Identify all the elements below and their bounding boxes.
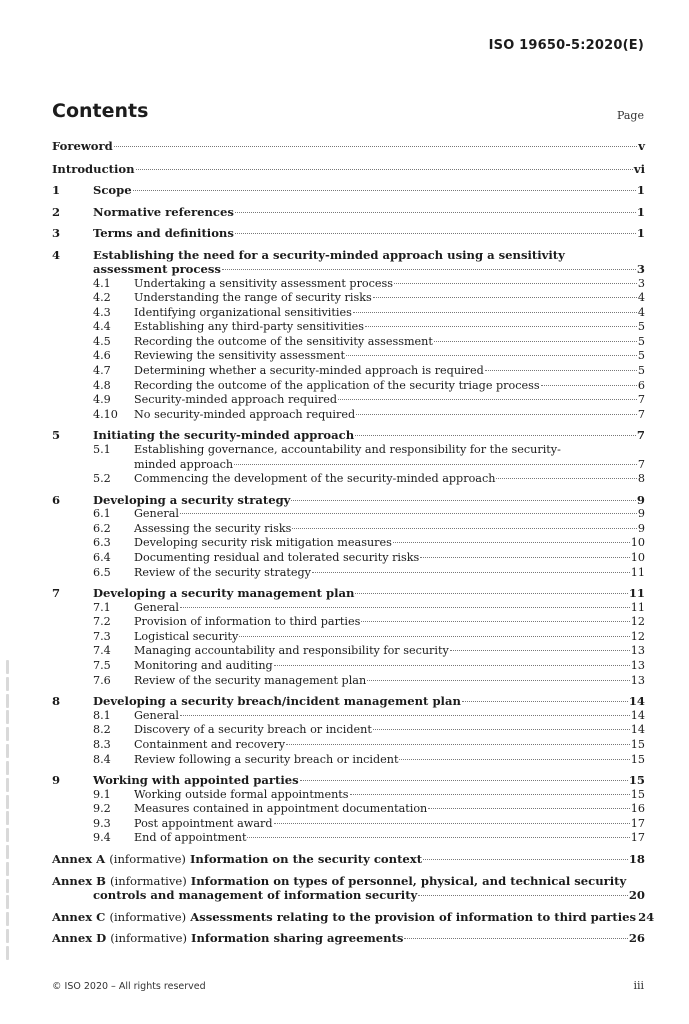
toc-title: Information on the security context xyxy=(190,852,423,866)
toc-title: Commencing the development of the security-minded approach xyxy=(134,472,496,486)
annex-label: Annex A xyxy=(52,852,106,866)
annex-kind: (informative) xyxy=(110,931,187,945)
section-5-subentries xyxy=(52,443,645,487)
toc-page: 8 xyxy=(637,472,645,486)
dot-leader xyxy=(312,572,630,573)
toc-page: 24 xyxy=(638,909,655,924)
toc-subentry[interactable] xyxy=(52,306,645,321)
toc-title: Information sharing agreements xyxy=(191,931,404,945)
toc-subentry[interactable] xyxy=(52,507,645,522)
dot-leader xyxy=(235,212,636,213)
toc-number: 7.6 xyxy=(93,673,111,687)
toc-number: 8.4 xyxy=(93,752,111,766)
dot-leader xyxy=(541,385,637,386)
toc-title-line2: assessment process xyxy=(93,262,221,276)
toc-title-line1: Information on types of personnel, physical, and technical security xyxy=(190,873,627,888)
toc-title: Provision of information to third parties xyxy=(134,615,361,629)
toc-number: 4.9 xyxy=(93,393,111,407)
dot-leader xyxy=(234,464,637,465)
copyright-notice: © ISO 2020 – All rights reserved xyxy=(52,981,206,992)
toc-entry-annex-a[interactable] xyxy=(52,852,645,867)
toc-title: Scope xyxy=(93,183,132,197)
toc-page: 1 xyxy=(636,204,645,219)
dot-leader xyxy=(393,542,630,543)
toc-page: v xyxy=(638,139,645,153)
toc-number: 4.7 xyxy=(93,364,111,378)
toc-title: Documenting residual and tolerated security risks xyxy=(134,551,420,564)
toc-title: Managing accountability and responsibility for security xyxy=(134,644,449,658)
toc-title: Review of the security management plan xyxy=(134,673,367,687)
toc-entry-annex-c[interactable] xyxy=(52,909,655,925)
dot-leader xyxy=(180,715,630,716)
toc-number: 6.4 xyxy=(93,551,111,564)
toc-title: End of appointment xyxy=(134,831,247,845)
dot-leader xyxy=(373,297,637,298)
toc-number: 4.6 xyxy=(93,349,111,363)
toc-subentry[interactable] xyxy=(52,644,645,659)
toc-title: Review following a security breach or incident xyxy=(134,752,399,766)
toc-page: 13 xyxy=(630,644,645,658)
annex-label: Annex C xyxy=(52,909,106,924)
toc-page: 16 xyxy=(630,802,645,816)
toc-subentry[interactable] xyxy=(52,709,645,724)
toc-number: 9.4 xyxy=(93,831,111,845)
toc-subentry[interactable] xyxy=(52,291,645,306)
toc-title: Monitoring and auditing xyxy=(134,659,273,673)
toc-subentry[interactable] xyxy=(52,443,645,472)
toc-title: Discovery of a security breach or incident xyxy=(134,723,372,737)
toc-title: Establishing any third-party sensitivities xyxy=(134,320,365,334)
dot-leader xyxy=(300,780,628,781)
annex-kind: (informative) xyxy=(110,873,187,888)
dot-leader xyxy=(420,557,629,558)
dot-leader xyxy=(428,808,629,809)
toc-number: 9.1 xyxy=(93,787,111,801)
toc-entry-section-1[interactable] xyxy=(52,183,645,198)
table-of-contents xyxy=(52,139,655,946)
toc-title: Measures contained in appointment documentation xyxy=(134,802,428,816)
section-6-subentries xyxy=(52,507,645,580)
toc-page: 3 xyxy=(637,276,645,290)
toc-title: Foreword xyxy=(52,139,113,153)
page-number: iii xyxy=(633,979,644,992)
toc-title: Assessments relating to the provision of information to third parties xyxy=(190,909,637,924)
toc-subentry[interactable] xyxy=(52,551,645,566)
toc-title-line1: Establishing governance, accountability and responsibility for the security- xyxy=(134,442,561,456)
toc-title: Undertaking a sensitivity assessment process xyxy=(134,276,394,290)
toc-title: No security-minded approach required xyxy=(134,407,356,421)
toc-number: 7.4 xyxy=(93,644,111,658)
toc-subentry[interactable] xyxy=(52,320,645,335)
toc-title: General xyxy=(134,507,179,521)
dot-leader xyxy=(423,859,628,860)
toc-entry-section-8[interactable] xyxy=(52,694,645,709)
toc-entry-section-2[interactable] xyxy=(52,205,645,220)
toc-page: 3 xyxy=(636,262,645,276)
dot-leader xyxy=(367,680,630,681)
toc-entry-section-3[interactable] xyxy=(52,226,645,241)
toc-page: 5 xyxy=(637,349,645,363)
toc-page: 17 xyxy=(630,816,645,830)
toc-number: 7.1 xyxy=(93,600,111,614)
toc-title: Introduction xyxy=(52,161,135,176)
toc-subentry[interactable] xyxy=(52,566,645,581)
toc-page: 10 xyxy=(630,536,645,550)
toc-subentry[interactable] xyxy=(52,472,645,487)
toc-number: 2 xyxy=(52,204,61,219)
toc-page: 5 xyxy=(637,320,645,334)
toc-title: Working with appointed parties xyxy=(93,773,299,788)
toc-page: 9 xyxy=(636,492,645,507)
dot-leader xyxy=(365,326,637,327)
toc-page: 1 xyxy=(636,226,645,240)
toc-entry-section-6[interactable] xyxy=(52,493,645,508)
dot-leader xyxy=(399,759,629,760)
page-column-label: Page xyxy=(616,109,644,122)
toc-page: 9 xyxy=(637,507,645,521)
toc-page: 7 xyxy=(637,457,645,471)
toc-number: 9 xyxy=(52,773,61,788)
annex-label: Annex D xyxy=(52,931,107,945)
toc-subentry[interactable] xyxy=(52,615,645,630)
toc-page: 12 xyxy=(630,629,645,643)
dot-leader xyxy=(291,500,635,501)
toc-page: 7 xyxy=(637,393,645,407)
dot-leader xyxy=(485,370,637,371)
toc-number: 5 xyxy=(52,428,61,443)
toc-entry-introduction[interactable] xyxy=(52,162,645,177)
toc-number: 8.3 xyxy=(93,737,111,751)
toc-page: 7 xyxy=(637,407,645,421)
dot-leader xyxy=(338,399,637,400)
toc-page: 11 xyxy=(630,600,645,614)
toc-subentry[interactable] xyxy=(52,335,645,350)
toc-page: 18 xyxy=(628,852,645,866)
toc-title: Developing a security management plan xyxy=(93,586,355,601)
dot-leader xyxy=(356,414,637,415)
dot-leader xyxy=(133,190,636,191)
side-watermark xyxy=(2,660,16,960)
toc-number: 6.3 xyxy=(93,536,111,550)
dot-leader xyxy=(180,607,630,608)
contents-title: Contents xyxy=(52,100,149,122)
toc-number: 3 xyxy=(52,226,61,240)
toc-number: 6 xyxy=(52,492,61,507)
toc-number: 8.2 xyxy=(93,723,111,737)
toc-number: 4 xyxy=(52,247,61,262)
dot-leader xyxy=(180,513,637,514)
toc-title: Identifying organizational sensitivities xyxy=(134,305,352,319)
toc-subentry[interactable] xyxy=(52,277,645,292)
toc-page: 15 xyxy=(628,773,645,788)
dot-leader xyxy=(235,233,636,234)
toc-number: 8 xyxy=(52,694,61,709)
dot-leader xyxy=(247,837,629,838)
toc-number: 6.5 xyxy=(93,565,111,579)
toc-number: 1 xyxy=(52,183,61,197)
dot-leader xyxy=(373,729,630,730)
dot-leader xyxy=(355,593,627,594)
toc-title-line2: controls and management of information security xyxy=(93,888,418,902)
dot-leader xyxy=(136,169,633,170)
dot-leader xyxy=(404,938,627,939)
toc-page: 11 xyxy=(628,586,645,601)
annex-kind: (informative) xyxy=(109,909,187,924)
dot-leader xyxy=(114,146,638,147)
toc-entry-annex-b[interactable] xyxy=(52,874,645,903)
dot-leader xyxy=(350,794,630,795)
document-id: ISO 19650-5:2020(E) xyxy=(488,38,644,53)
toc-number: 4.4 xyxy=(93,320,111,334)
toc-page: 5 xyxy=(637,334,645,348)
annex-label: Annex B xyxy=(52,873,106,888)
dot-leader xyxy=(353,312,637,313)
annex-kind: (informative) xyxy=(109,852,186,866)
toc-subentry[interactable] xyxy=(52,659,645,674)
dot-leader xyxy=(394,283,637,284)
toc-number: 4.8 xyxy=(93,378,111,392)
toc-number: 4.5 xyxy=(93,334,111,348)
toc-title: Post appointment award xyxy=(134,816,273,830)
dot-leader xyxy=(274,823,630,824)
toc-page: 14 xyxy=(630,708,645,722)
toc-page: 4 xyxy=(637,291,645,305)
toc-title: Reviewing the sensitivity assessment xyxy=(134,349,345,363)
toc-number: 9.3 xyxy=(93,816,111,830)
dot-leader xyxy=(450,650,630,651)
toc-title-line1: Establishing the need for a security-minded approach using a sensitivity xyxy=(93,247,565,262)
toc-number: 7.3 xyxy=(93,629,111,643)
dot-leader xyxy=(274,665,630,666)
toc-title: Initiating the security-minded approach xyxy=(93,428,355,443)
toc-number: 4.10 xyxy=(93,407,118,421)
toc-page: 20 xyxy=(628,888,645,902)
dot-leader xyxy=(286,744,630,745)
toc-title: Developing security risk mitigation measures xyxy=(134,536,392,550)
toc-page: 13 xyxy=(630,673,645,687)
toc-page: vi xyxy=(633,161,645,176)
toc-subentry[interactable] xyxy=(52,753,645,768)
toc-page: 5 xyxy=(637,364,645,378)
dot-leader xyxy=(496,478,636,479)
dot-leader xyxy=(462,701,628,702)
toc-number: 4.1 xyxy=(93,276,111,290)
toc-title: Recording the outcome of the sensitivity assessment xyxy=(134,334,433,348)
toc-title: Normative references xyxy=(93,204,234,219)
section-7-subentries xyxy=(52,601,645,689)
toc-subentry[interactable] xyxy=(52,723,645,738)
toc-title: Containment and recovery xyxy=(134,737,286,751)
toc-number: 5.1 xyxy=(93,442,111,456)
toc-subentry[interactable] xyxy=(52,408,645,423)
toc-subentry[interactable] xyxy=(52,674,645,689)
toc-page: 1 xyxy=(636,183,645,197)
toc-title: General xyxy=(134,600,179,614)
dot-leader xyxy=(418,895,628,896)
toc-subentry[interactable] xyxy=(52,349,645,364)
toc-title: Determining whether a security-minded approach is required xyxy=(134,364,484,378)
toc-page: 13 xyxy=(630,659,645,673)
section-8-subentries xyxy=(52,709,645,767)
toc-title-line2: minded approach xyxy=(134,457,234,471)
toc-number: 9.2 xyxy=(93,802,111,816)
toc-number: 7 xyxy=(52,586,61,601)
toc-title: Review of the security strategy xyxy=(134,565,311,579)
toc-subentry[interactable] xyxy=(52,831,645,846)
toc-subentry[interactable] xyxy=(52,630,645,645)
toc-page: 14 xyxy=(630,723,645,737)
toc-entry-section-4[interactable] xyxy=(52,248,645,277)
toc-page: 17 xyxy=(630,831,645,845)
toc-title: Terms and definitions xyxy=(93,226,234,240)
section-9-subentries xyxy=(52,788,645,846)
toc-entry-section-7[interactable] xyxy=(52,586,645,601)
toc-entry-foreword[interactable] xyxy=(52,139,645,154)
toc-title: Understanding the range of security risks xyxy=(134,291,372,305)
toc-title: Developing a security breach/incident management plan xyxy=(93,694,461,709)
toc-subentry[interactable] xyxy=(52,364,645,379)
toc-subentry[interactable] xyxy=(52,788,645,803)
toc-subentry[interactable] xyxy=(52,393,645,408)
dot-leader xyxy=(292,528,637,529)
dot-leader xyxy=(361,621,629,622)
toc-subentry[interactable] xyxy=(52,817,645,832)
toc-page: 15 xyxy=(630,752,645,766)
toc-page: 9 xyxy=(637,521,645,535)
toc-title: General xyxy=(134,708,179,722)
toc-page: 11 xyxy=(630,565,645,579)
toc-number: 6.1 xyxy=(93,507,111,521)
toc-subentry[interactable] xyxy=(52,601,645,616)
toc-entry-section-5[interactable] xyxy=(52,428,645,443)
toc-entry-section-9[interactable] xyxy=(52,773,645,788)
toc-subentry[interactable] xyxy=(52,536,645,551)
toc-title: Working outside formal appointments xyxy=(134,787,349,801)
dot-leader xyxy=(222,269,636,270)
toc-number: 8.1 xyxy=(93,708,111,722)
toc-page: 15 xyxy=(630,787,645,801)
toc-title: Recording the outcome of the application of the security triage process xyxy=(134,378,540,392)
dot-leader xyxy=(239,636,629,637)
toc-number: 4.3 xyxy=(93,305,111,319)
toc-subentry[interactable] xyxy=(52,738,645,753)
toc-page: 10 xyxy=(630,551,645,564)
toc-subentry[interactable] xyxy=(52,379,645,394)
section-4-subentries xyxy=(52,277,645,423)
toc-page: 15 xyxy=(630,737,645,751)
toc-page: 12 xyxy=(630,615,645,629)
toc-title: Logistical security xyxy=(134,629,239,643)
toc-number: 5.2 xyxy=(93,472,111,486)
toc-subentry[interactable] xyxy=(52,802,645,817)
toc-number: 4.2 xyxy=(93,291,111,305)
toc-subentry[interactable] xyxy=(52,522,645,537)
toc-title: Developing a security strategy xyxy=(93,492,291,507)
toc-page: 4 xyxy=(637,305,645,319)
toc-page: 6 xyxy=(637,378,645,392)
toc-title: Assessing the security risks xyxy=(134,521,292,535)
toc-number: 7.2 xyxy=(93,615,111,629)
toc-page: 14 xyxy=(628,694,645,709)
toc-page: 7 xyxy=(636,428,645,443)
dot-leader xyxy=(355,435,636,436)
toc-number: 7.5 xyxy=(93,659,111,673)
dot-leader xyxy=(346,355,637,356)
toc-entry-annex-d[interactable] xyxy=(52,931,645,946)
toc-title: Security-minded approach required xyxy=(134,393,337,407)
toc-number: 6.2 xyxy=(93,521,111,535)
dot-leader xyxy=(434,341,637,342)
toc-page: 26 xyxy=(628,931,645,945)
